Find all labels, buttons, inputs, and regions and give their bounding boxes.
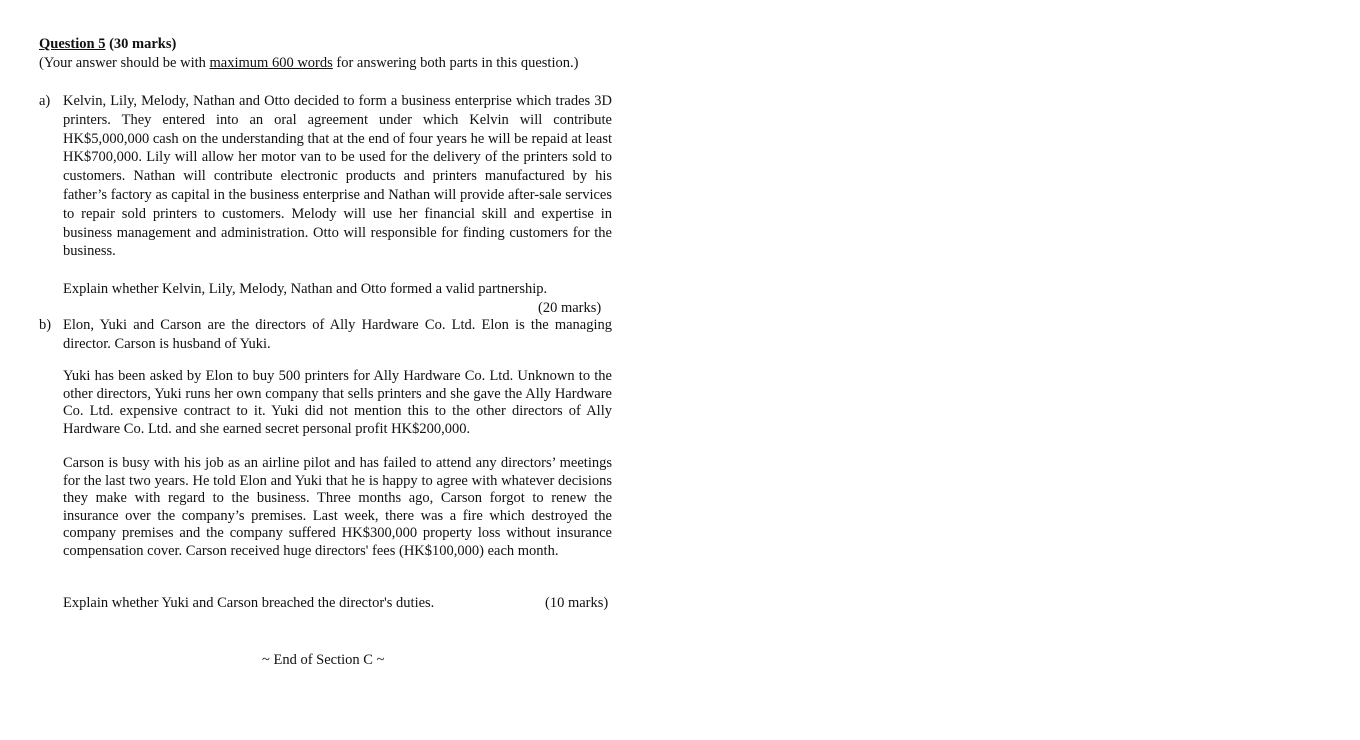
part-b-carson-paragraph: Carson is busy with his job as an airline pilot and has failed to attend any directors’ meetings for the last two years. He told Elon and Yuki that he is happy to agree with whatever decisions they make with regard to the business. Three months ago, Carson forgot to renew the insurance over the company’s premises. Last week, there was a fire which destroyed the company premises and the company suffered HK$300,000 property loss without insurance compensation cover. Carson received huge directors' fees (HK$100,000) each month.: [63, 455, 612, 559]
part-a-task: Explain whether Kelvin, Lily, Melody, Nathan and Otto formed a valid partnership.: [63, 281, 548, 297]
part-b-intro: Elon, Yuki and Carson are the directors of Ally Hardware Co. Ltd. Elon is the managing director. Carson is husband of Yuki.: [63, 317, 612, 352]
question-title: Question 5: [39, 36, 106, 52]
word-limit-instruction: [39, 54, 578, 72]
instruction-word-limit: maximum 600 words: [209, 55, 333, 71]
part-b-label: b): [39, 317, 52, 333]
part-a-scenario: Kelvin, Lily, Melody, Nathan and Otto decided to form a business enterprise which trades 3D printers. They entered into an oral agreement under which Kelvin will contribute HK$5,000,000 cash on the understanding that at the end of four years he will be repaid at least HK$700,000. Lily will allow her motor van to be used for the delivery of the printers sold to customers. Nathan will contribute electronic products and printers manufactured by his father’s factory as capital in the business enterprise and Nathan will provide after-sale services to repair sold printers to customers. Melody will use her financial skill and expertise in business management and administration. Otto will responsible for finding customers for the business.: [63, 93, 612, 260]
part-b-yuki-paragraph: Yuki has been asked by Elon to buy 500 printers for Ally Hardware Co. Ltd. Unknown to the other directors, Yuki runs her own company that sells printers and she gave the Ally Hardware Co. Ltd. expensive contract to it. Yuki did not mention this to the other directors of Ally Hardware Co. Ltd. and she earned secret personal profit HK$200,000.: [63, 368, 612, 437]
instruction-post: for answering both parts in this question.): [332, 55, 579, 71]
instruction-pre: (Your answer should be with: [39, 55, 210, 71]
part-b-task: Explain whether Yuki and Carson breached the director's duties.: [63, 595, 435, 611]
part-a-marks: (20 marks): [538, 300, 602, 316]
question-total-marks: (30 marks): [109, 36, 177, 52]
part-b-marks: (10 marks): [545, 595, 609, 611]
part-a-label: a): [39, 93, 51, 109]
question-heading: [39, 35, 176, 53]
end-of-section: ~ End of Section C ~: [262, 652, 385, 668]
